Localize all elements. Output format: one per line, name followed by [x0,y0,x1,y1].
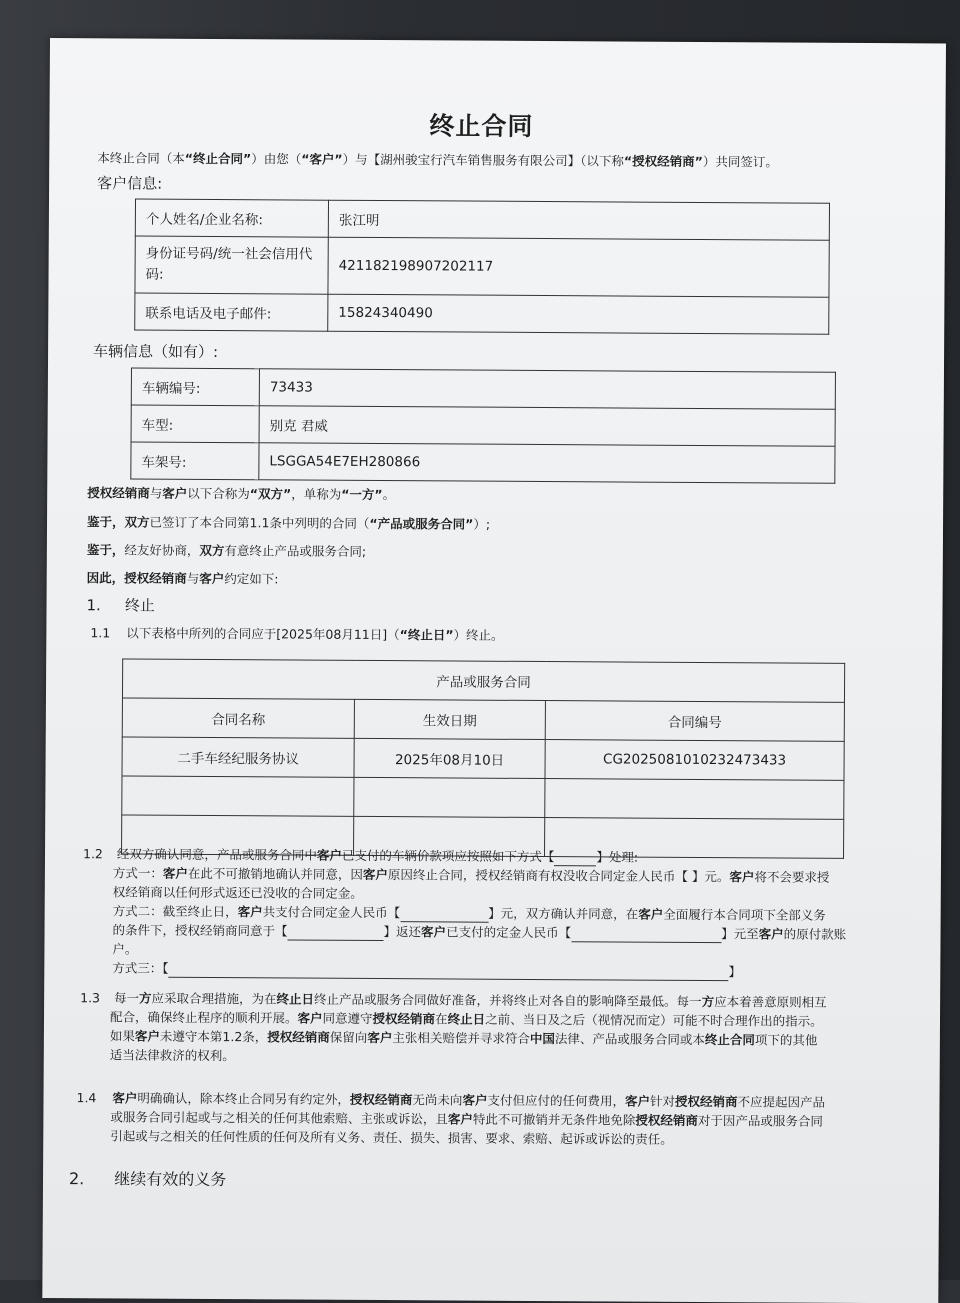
vehicle-number-label: 车辆编号: [131,368,259,406]
table-row [135,293,829,334]
text: 同意遵守 [322,1010,373,1026]
bold-term: 授权经销商 [635,1112,699,1128]
contract-table [121,658,845,858]
bold-term: 客户 [462,1092,488,1108]
text: 特此不可撤销并无条件地免除 [472,1111,636,1128]
text: 终止产品或服务合同做好准备，并将终止对各自的影响降至最低。每一 [314,991,702,1009]
table-row [131,368,835,409]
bold-term: 授权经销商 [87,485,150,501]
text: 以下表格中所列的合同应于[2025年08月11日]（ [126,625,400,643]
bold-term: 客户 [367,1029,393,1046]
text: 之前、当日及之后（视情况而定）可能不时合理作出的指示。 [485,1011,823,1029]
text: 配合，确保终止程序的顺利开展。 [109,1009,298,1026]
text: ）终止。 [453,627,504,643]
text: 或服务合同引起或与之相关的任何其他索赔、主张或诉讼，且 [110,1109,448,1127]
recital-whereas-1 [87,512,490,533]
recital-parties [87,483,395,504]
intro-text: ）共同签订。 [702,153,778,170]
clause-1-1 [90,623,503,645]
section-title: 继续有效的义务 [114,1169,227,1190]
table-row [131,442,835,483]
bold-term: 客户 [162,865,188,881]
bold-term: 方 [138,990,152,1006]
intro-text: 本终止合同（本 [97,150,185,166]
customer-info-heading: 客户信息: [97,174,163,193]
section-2-heading [69,1166,226,1190]
text: ，单称为 [291,486,342,502]
text: 。 [382,487,396,503]
contract-date-cell: 2025年08月10日 [354,738,545,778]
bold-term: 鉴于，双方 [86,514,150,530]
text: ）; [473,516,491,532]
bold-term: 客户 [729,869,755,885]
section-1-heading [86,594,154,615]
text: 支付但应付的任何费用， [487,1092,626,1109]
customer-name-value: 张江明 [328,200,829,240]
bold-term: 客户 [316,847,342,863]
vehicle-model-label: 车型: [131,405,259,443]
text: 在 [435,1011,448,1027]
text: 】 [728,964,742,980]
bold-term: 终止日 [276,991,315,1007]
text: 未遵守本第1.2条， [159,1028,268,1045]
clause-1-2 [82,844,846,982]
text: 法律、产品或服务合同或本 [554,1031,705,1048]
text: 】处理: [596,849,639,865]
vehicle-info-heading: 车辆信息（如有）: [93,342,219,362]
text: 明确确认，除本终止合同另有约定外， [137,1090,350,1107]
text: 的条件下，授权经销商同意于【 [112,922,288,939]
intro-text: ）与【湖州骏宝行汽车销售服务有限公司】（以下称 [342,151,624,169]
customer-contact-value: 15824340490 [328,294,829,334]
clause-number: 1.4 [76,1090,97,1106]
text: 应本着善意原则相互 [714,994,827,1010]
bold-term: 终止合同 [704,1032,755,1048]
text: 全面履行本合同项下全部义务 [663,906,826,923]
table-row [122,659,844,702]
customer-id-label: 身份证号码/统一社会信用代码: [135,236,328,294]
table-row [122,776,844,819]
text: 】返还 [383,924,422,940]
bold-term: 客户 [134,1028,160,1044]
text: 方式二：截至终止日， [112,903,238,920]
text: 已支付的定金人民币【 [446,924,572,941]
empty-cell [545,779,844,820]
bold-term: 客户 [162,485,188,501]
contract-number-cell: CG2025081010232473433 [545,740,844,781]
vehicle-vin-label: 车架号: [131,442,259,480]
text: 已支付的车辆价款项应按照如下方式【 [341,847,555,865]
intro-bold-term: “授权经销商” [623,153,703,169]
table-row [135,236,829,297]
clause-number: 1.2 [82,846,103,862]
text: 】元，双方确认并同意，在 [488,905,639,922]
bold-term: 授权经销商 [349,1091,413,1108]
bold-term: 客户 [624,1093,651,1109]
clause-1-3 [80,988,827,1069]
text: 如果 [109,1028,135,1044]
document-title: 终止合同 [429,111,534,141]
bold-term: 方 [701,993,715,1010]
clause-line [112,958,846,981]
bold-term: 客户 [447,1111,473,1127]
clause-number: 1.3 [80,990,101,1006]
text: 的原付款账 [783,926,847,942]
bold-term: “产品或服务合同” [369,515,474,532]
text: 在此不可撤销地确认并同意，因 [187,865,363,882]
text: 针对 [649,1093,676,1109]
bold-term: 客户 [638,906,664,922]
text: 】元至 [721,926,759,942]
table-row [135,199,829,240]
clause-1-4 [76,1088,825,1150]
text: 已签订了本合同第1.1条中列明的合同（ [149,514,370,531]
bold-term: 客户 [297,1010,323,1026]
text: 对于因产品或服务合同 [697,1112,824,1129]
bold-term: 客户 [758,926,784,942]
intro-text: ）由您（ [251,151,302,167]
bold-term: “一方” [341,486,383,503]
table-row [122,737,844,780]
vehicle-info-table [130,368,836,484]
vehicle-number-value: 73433 [259,369,835,410]
text: 不应提起因产品 [737,1094,826,1110]
text: 与 [186,570,200,586]
bold-term: 授权经销商 [267,1029,330,1045]
text: 原因终止合同，授权经销商有权没收合同定金人民币【 】元。 [387,867,730,885]
blank-field [169,977,729,981]
vehicle-vin-value: LSGGA54E7EH280866 [259,443,835,484]
text: 经友好协商， [124,542,200,558]
text: 以下合称为 [187,485,250,502]
bold-term: 授权经销商 [674,1093,738,1110]
text: 约定如下: [224,571,279,587]
section-number: 1. [86,596,101,615]
contract-name-cell: 二手车经纪服务协议 [122,737,354,777]
column-header: 生效日期 [354,699,545,739]
bold-term: 客户 [199,570,225,587]
customer-contact-label: 联系电话及电子邮件: [135,293,328,331]
empty-cell [122,776,354,816]
customer-id-value: 421182198907202117 [328,237,829,297]
text: 方式一： [112,865,163,881]
bold-term: 因此，授权经销商 [86,570,187,586]
intro-bold-term: “客户” [301,151,343,167]
text: 共支付合同定金人民币【 [262,904,401,921]
bold-term: 终止日 [447,1011,486,1027]
table-row [131,405,835,446]
bold-term: 鉴于， [86,542,125,558]
text: 有意终止产品或服务合同; [224,543,367,559]
column-header: 合同编号 [545,701,844,742]
bold-term: 双方 [199,542,225,559]
column-header: 合同名称 [122,698,354,738]
text: 无尚未向 [412,1092,463,1108]
text: 每一 [113,990,140,1006]
clause-line: 引起或与之相关的任何性质的任何及所有义务、责任、损失、损害、要求、索赔、起诉或诉讼的责任。 [110,1128,673,1147]
contract-table-caption: 产品或服务合同 [122,659,844,702]
bold-term: 客户 [362,866,389,883]
section-title: 终止 [124,596,155,615]
text: 将不会要求授 [754,869,830,885]
text: 项下的其他 [754,1032,818,1048]
bold-term: 客户 [421,924,447,940]
customer-info-table [134,199,830,335]
bold-term: 客户 [112,1090,138,1106]
recital-therefore [87,568,279,588]
clause-line: 适当法律救济的权利。 [109,1047,235,1064]
clause-line: 户。 [112,941,138,957]
text: 保留向 [329,1029,368,1045]
intro-bold-term: “终止合同” [184,150,252,167]
intro-paragraph [97,148,778,170]
clause-number: 1.1 [90,625,111,641]
text: 与 [149,485,163,501]
text: 主张相关赔偿并寻求符合 [392,1030,530,1046]
customer-name-label: 个人姓名/企业名称: [135,199,328,237]
bold-term: 客户 [237,904,263,920]
text: 方式三：【 [112,960,169,976]
bold-term: “终止日” [399,627,454,643]
table-header-row [122,698,844,741]
empty-cell [354,777,545,817]
bold-term: 授权经销商 [372,1010,436,1027]
section-number: 2. [68,1169,85,1189]
vehicle-model-value: 别克 君威 [259,406,835,447]
bold-term: “双方” [249,486,292,502]
clause-line: 权经销商以任何形式返还已没收的合同定金。 [112,884,363,901]
document-page [42,38,946,1303]
text: 经双方确认同意，产品或服务合同中 [116,846,317,863]
text: 应采取合理措施，为在 [151,990,277,1007]
recital-whereas-2 [87,540,366,561]
bold-term: 中国 [529,1030,555,1047]
